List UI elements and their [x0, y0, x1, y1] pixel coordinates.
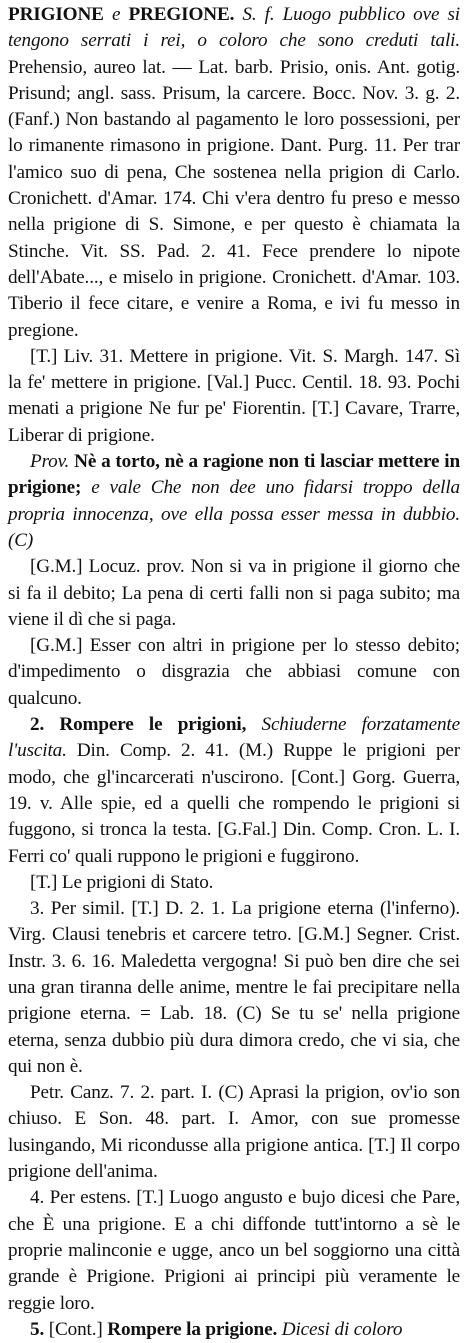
sense-2-paragraph: [8, 712, 460, 870]
sense-5-phrase: Rompere la prigione.: [102, 1318, 278, 1340]
citations-paragraph: Bocc. Nov. 3. g. 2. (Fanf.) Non bastando al pagamento le loro possessioni, per lo rimanente rimasono in prigione. Dant. Purg. 11. Per trar l'amico suo di pena, Che sostenea nella prigion di Carlo. Cronichett. d'Amar. 174. Chi v'era dentro fu preso e messo nella prigione di S. Simone, e per questo è chiamata la Stinche. Vit. SS. Pad. 2. 41. Fece prendere lo nipote dell'Abate..., e miselo in prigione. Cronichett. d'Amar. 103. Tiberio il fece citare, e venire a Roma, e ivi fu messo in pregione.: [8, 82, 460, 341]
sense-4-paragraph: 4. Per estens. [T.] Luogo angusto e bujo dicesi che Pare, che È una prigione. E a chi diffonde tutt'intorno a sè le proprie malinconie e ugge, anco un bel soggiorno una città grande è Prigione. Prigioni ai principi più veramente le reggie loro.: [8, 1187, 460, 1314]
sense-2-number: 2.: [30, 714, 45, 736]
gm-altri-paragraph: [G.M.] Esser con altri in prigione per lo stesso debito; d'impedimento o disgrazia che abbiasi comune con qualcuno.: [8, 635, 460, 709]
sense-2-phrase: Rompere le prigioni,: [44, 714, 247, 736]
headword: PRIGIONE: [8, 4, 104, 25]
grammar-label: S. f.: [234, 4, 275, 25]
citations-paragraph-2: [T.] Liv. 31. Mettere in prigione. Vit. S. Margh. 147. Sì la fe' mettere in prigione. [Val.] Pucc. Centil. 18. 93. Pochi menati a prigione Ne fur pe' Fiorentin. [T.] Cavare, Trarre, Liberar di prigione.: [8, 345, 460, 446]
sense-3-paragraph: 3. Per simil. [T.] D. 2. 1. La prigione eterna (l'inferno). Virg. Clausi tenebris et carcere tetro. [G.M.] Segner. Crist. Instr. 3. 6. 16. Maledetta vergogna! Si può ben dire che sei una gran tiranna delle anime, mentre le fai precipitare nella prigione eterna. = Lab. 18. (C) Se tu se' nella prigione eterna, senza dubbio più dura dimora credo, che vi sia, che qui non è.: [8, 898, 460, 1077]
petrarch-paragraph: Petr. Canz. 7. 2. part. I. (C) Aprasi la prigion, ov'io son chiuso. E Son. 48. part. I. Amor, con sue promesse lusingando, Mi ricondusse alla prigione antica. [T.] Il corpo prigione dell'anima.: [8, 1082, 460, 1183]
sense-5-paragraph: [8, 1317, 460, 1343]
sense-2-citations: Din. Comp. 2. 41. (M.) Ruppe le prigioni per modo, che gl'incarcerati n'uscirono. [Cont.] Gorg. Guerra, 19. v. Alle spie, ed a quelli che rompendo le prigioni si fuggono, si tronca la testa. [G.Fal.] Din. Comp. Cron. L. I. Ferri co' quali ruppono le prigioni e fuggirono.: [8, 740, 460, 867]
headword-variant: PREGIONE.: [128, 4, 235, 25]
proverb-label: Prov.: [30, 451, 70, 473]
headword-conj: e: [103, 4, 129, 25]
sense-2-definition: Schiuderne forzatamente l'uscita.: [8, 714, 460, 762]
definition: Luogo pubblico ove si tengono serrati i rei, o coloro che sono creduti tali.: [8, 4, 460, 52]
proverb-phrase: Nè a torto, nè a ragione non ti lasciar mettere in prigione;: [8, 451, 460, 499]
proverb-gloss: e vale Che non dee uno fidarsi troppo della propria innocenza, ove ella possa esser messa in dubbio. (C): [8, 477, 460, 551]
sense-5-definition: Dicesi di coloro: [277, 1318, 403, 1340]
sense-5-number: 5.: [30, 1318, 45, 1340]
stato-paragraph: [T.] Le prigioni di Stato.: [30, 871, 214, 893]
entry-headword-block: [8, 2, 460, 344]
locution-paragraph: [G.M.] Locuz. prov. Non si va in prigione il giorno che si fa il debito; La pena di certi falli non si paga subito; ma viene il dì che si paga.: [8, 556, 460, 630]
etymology: Prehensio, aureo lat. — Lat. barb. Prisio, onis. Ant. gotig. Prisund; angl. sass. Prisum, la carcere.: [8, 56, 460, 104]
sense-5-tag: [Cont.]: [44, 1318, 103, 1340]
proverb-paragraph: [8, 449, 460, 554]
